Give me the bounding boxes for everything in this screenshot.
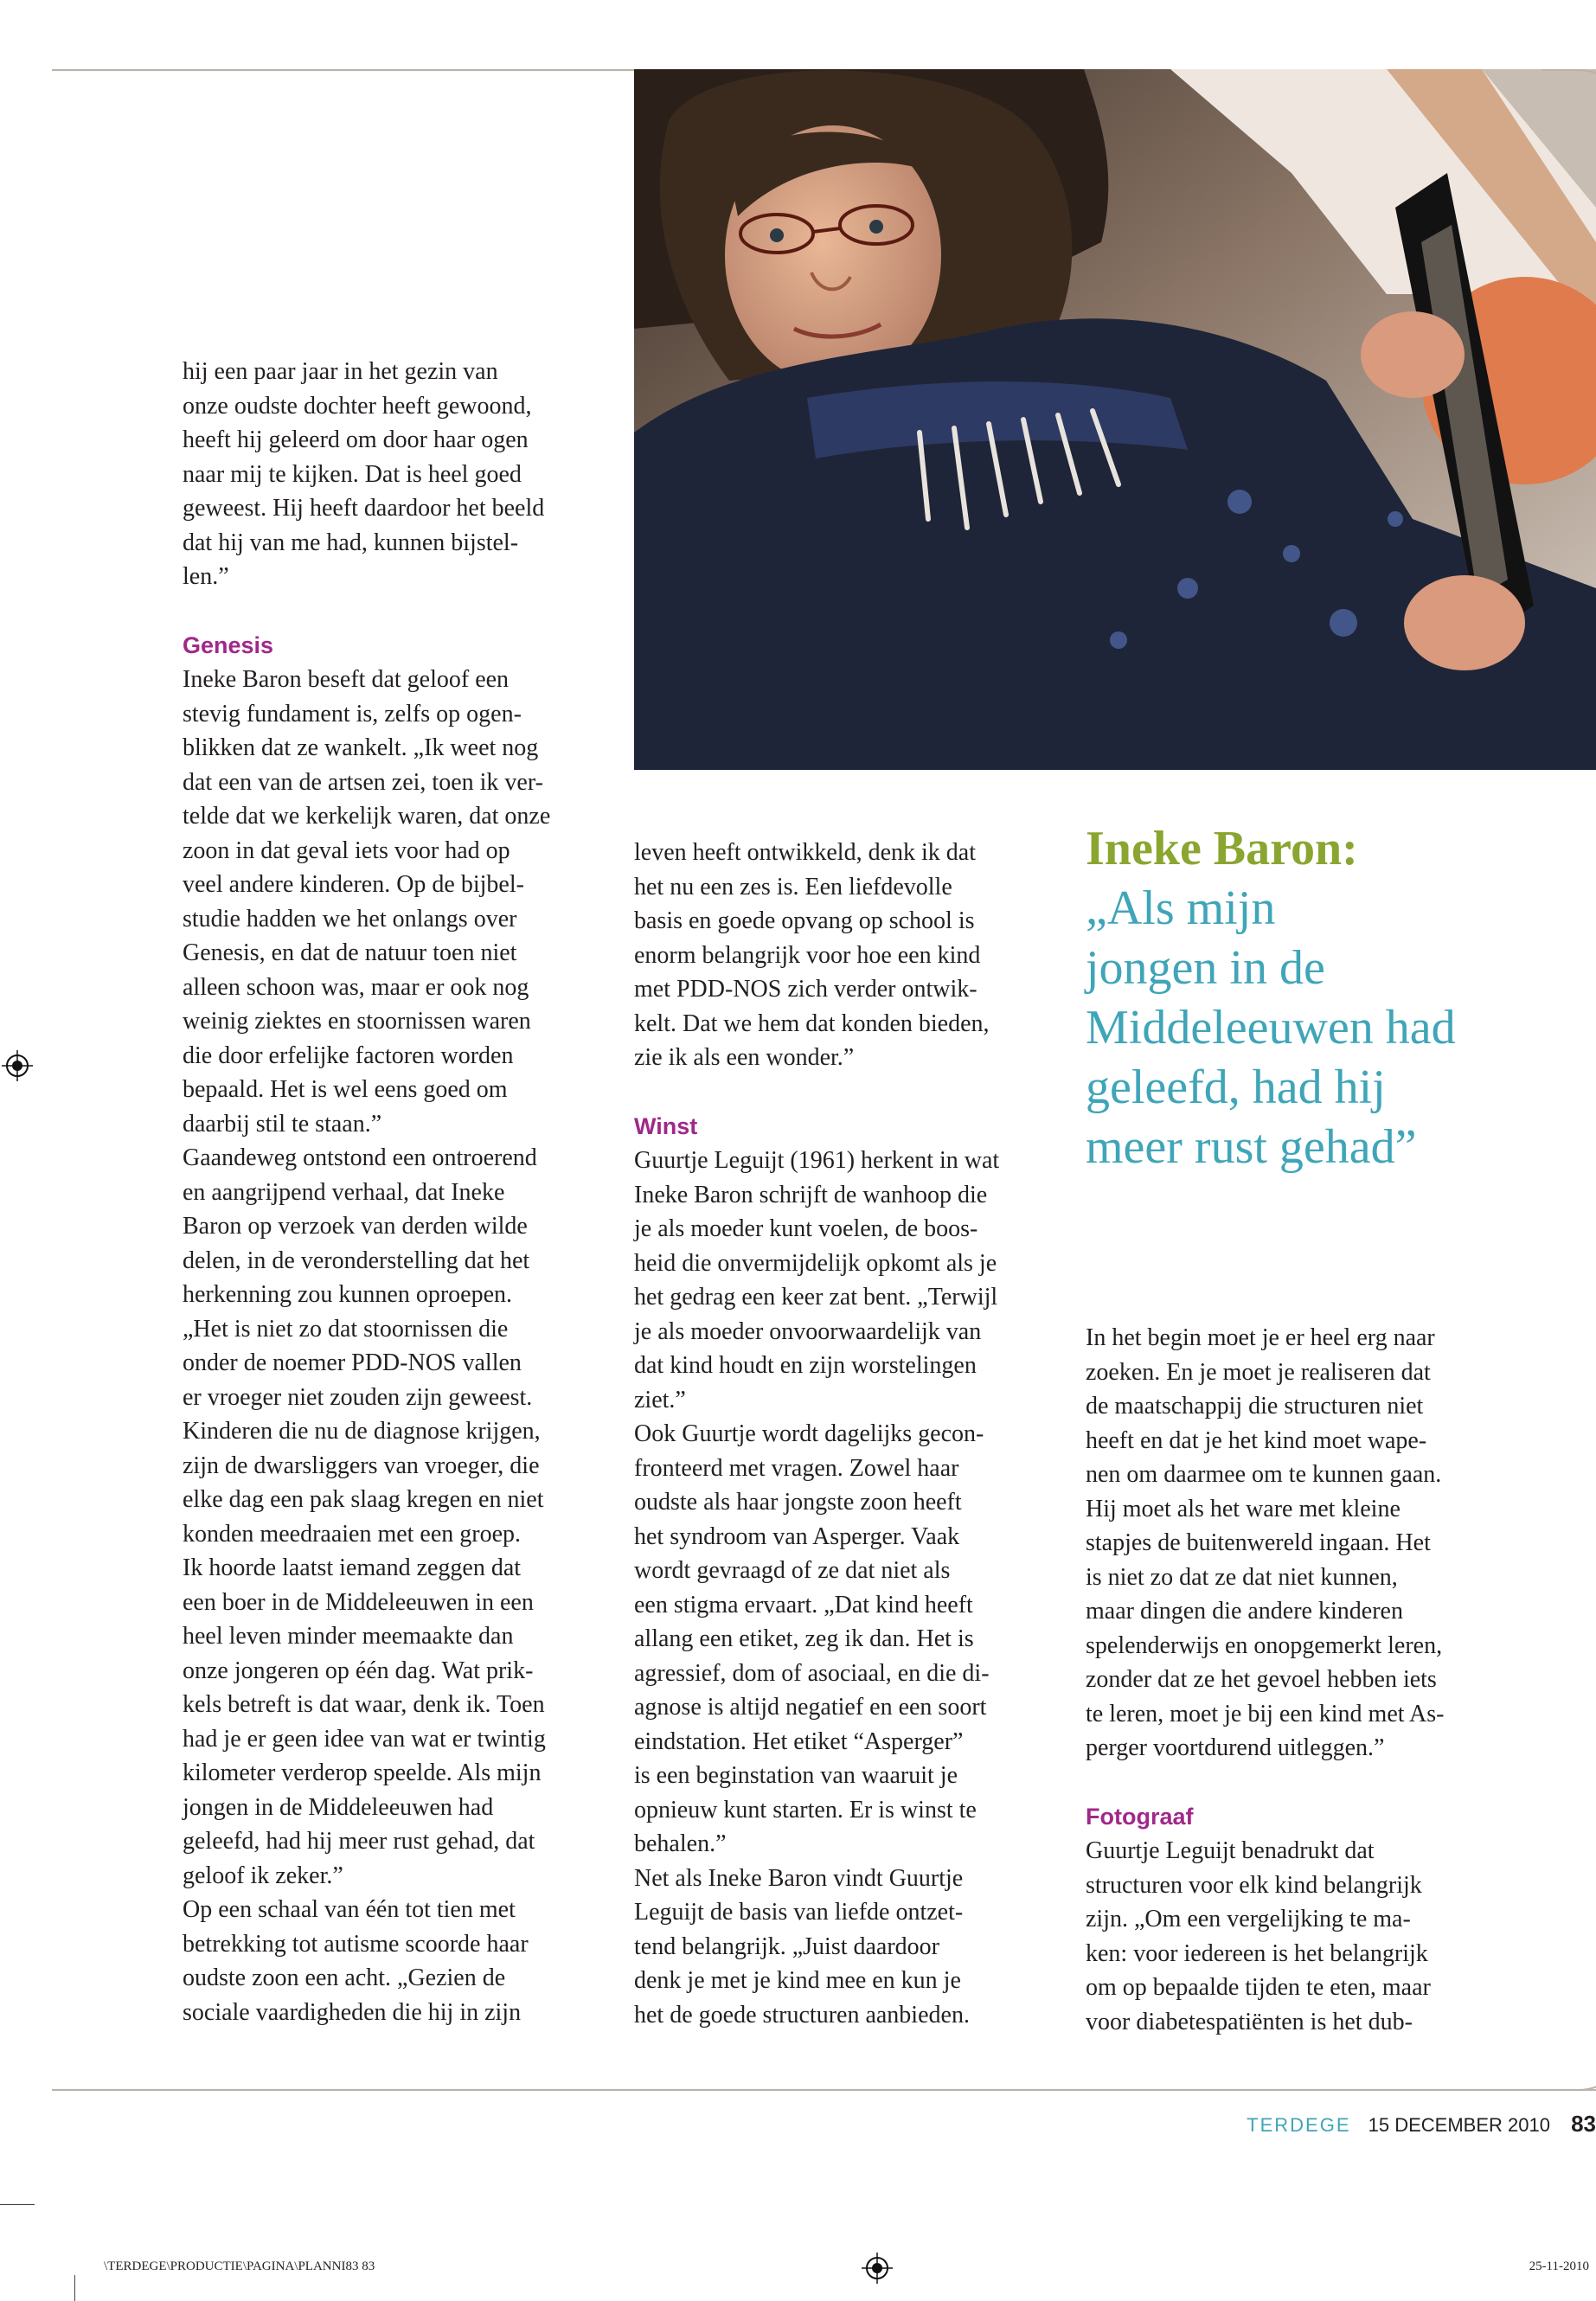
text-line: maar dingen die andere kinderen [1086,1598,1403,1625]
text-line: kilometer verderop speelde. Als mijn [183,1759,542,1786]
text-line: onder de noemer PDD-NOS vallen [183,1349,522,1376]
text-line: Ik hoorde laatst iemand zeggen dat [183,1554,522,1581]
col2-intro [634,836,1067,1075]
text-line: In het begin moet je er heel erg naar [1086,1324,1435,1351]
text-line: zijn. „Om een vergelijking te ma- [1086,1906,1411,1932]
print-slug-path: \TERDEGE\PRODUCTIE\PAGINA\PLANNI83 83 [104,2259,375,2273]
text-line: om op bepaalde tijden te eten, maar [1086,1974,1431,2001]
text-line: enorm belangrijk voor hoe een kind [634,941,981,969]
text-line: Hij moet als het ware met kleine [1086,1495,1401,1522]
text-line: zoeken. En je moet je realiseren dat [1086,1358,1431,1386]
text-line: structuren voor elk kind belangrijk [1086,1871,1422,1899]
text-line: onze jongeren op één dag. Wat prik- [183,1657,534,1684]
text-line: heeft en dat je het kind moet wape- [1086,1426,1427,1454]
text-line: Guurtje Leguijt benadrukt dat [1086,1837,1375,1864]
text-line: een boer in de Middeleeuwen in een [183,1588,534,1616]
text-line: het syndroom van Asperger. Vaak [634,1522,960,1550]
text-line: leven heeft ontwikkeld, denk ik dat [634,839,976,866]
pull-quote-name: Ineke Baron: [1086,822,1358,875]
text-line: ziet.” [634,1386,686,1413]
text-line: Gaandeweg ontstond een ontroerend [183,1144,537,1171]
text-line: perger voortdurend uitleggen.” [1086,1734,1385,1761]
text-line: spelenderwijs en onopgemerkt leren, [1086,1631,1443,1659]
text-line: studie hadden we het onlangs over [183,905,517,933]
text-line: telde dat we kerkelijk waren, dat onze [183,803,551,830]
text-line: denk je met je kind mee en kun je [634,1967,961,1994]
text-line: Guurtje Leguijt (1961) herkent in wat [634,1147,1000,1174]
text-line: Genesis, en dat de natuur toen niet [183,939,517,966]
text-line: een stigma ervaart. „Dat kind heeft [634,1591,973,1618]
text-line: agressief, dom of asociaal, en die di- [634,1659,990,1687]
text-line: allang een etiket, zeg ik dan. Het is [634,1625,974,1652]
col1-body [183,663,615,2029]
top-rule-corner [1542,69,1596,157]
pull-quote [1086,819,1570,1177]
text-line: je als moeder kunt voelen, de boos- [634,1215,978,1242]
magazine-name: TERDEGE [1247,2114,1351,2136]
text-line: zijn de dwarsliggers van vroeger, die [183,1452,540,1479]
text-line: die door erfelijke factoren worden [183,1042,514,1069]
crop-mark [0,2204,35,2205]
registration-mark-icon [862,2253,893,2284]
print-slug-date: 25-11-2010 [1529,2259,1589,2273]
text-line: blikken dat ze wankelt. „Ik weet nog [183,734,539,761]
text-line: wordt gevraagd of ze dat niet als [634,1557,951,1584]
text-line: stevig fundament is, zelfs op ogen- [183,700,522,727]
portrait-illustration [634,69,1596,770]
page-number: 83 [1571,2111,1596,2137]
text-line: met PDD-NOS zich verder ontwik- [634,976,977,1003]
portrait-photo [634,69,1596,770]
text-line: Leguijt de basis van liefde ontzet- [634,1899,964,1926]
section-heading-fotograaf: Fotograaf [1086,1803,1194,1830]
text-line: jongen in de Middeleeuwen had [183,1793,494,1821]
text-line: heeft hij geleerd om door haar ogen [183,426,529,453]
text-line: dat kind houdt en zijn worstelingen [634,1352,977,1379]
text-line: opnieuw kunt starten. Er is winst te [634,1796,977,1823]
text-line: oudste als haar jongste zoon heeft [634,1489,962,1516]
pull-quote-line: „Als mijn [1086,881,1276,935]
text-line: tend belangrijk. „Juist daardoor [634,1932,940,1960]
text-line: voor diabetespatiënten is het dub- [1086,2008,1413,2035]
registration-mark-icon [2,1050,33,1081]
bottom-rule [52,2089,1596,2091]
text-line: hij een paar jaar in het gezin van [183,358,498,385]
text-line: dat hij van me had, kunnen bijstel- [183,529,519,556]
text-line: het gedrag een keer zat bent. „Terwijl [634,1284,998,1311]
text-line: daarbij stil te staan.” [183,1110,382,1138]
text-line: zoon in dat geval iets voor had op [183,836,510,864]
text-line: kels betreft is dat waar, denk ik. Toen [183,1691,545,1718]
pull-quote-line: Middeleeuwen had [1086,1001,1456,1054]
text-line: nen om daarmee om te kunnen gaan. [1086,1461,1442,1488]
text-line: had je er geen idee van wat er twintig [183,1725,546,1753]
text-line: „Het is niet zo dat stoornissen die [183,1315,509,1343]
text-line: eindstation. Het etiket “Asperger” [634,1727,964,1755]
bottom-rule-corner [1542,2020,1596,2091]
article-column-2 [634,836,1067,2032]
pull-quote-line: meer rust gehad” [1086,1120,1417,1174]
text-line: herkenning zou kunnen oproepen. [183,1281,512,1308]
text-line: geweest. Hij heeft daardoor het beeld [183,495,545,522]
text-line: het nu een zes is. Een liefdevolle [634,873,952,901]
page-footer [1247,2111,1596,2145]
text-line: dat een van de artsen zei, toen ik ver- [183,768,543,796]
text-line: de maatschappij die structuren niet [1086,1393,1424,1420]
col3-intro [1086,1321,1570,1766]
issue-date: 15 DECEMBER 2010 [1368,2114,1550,2136]
text-line: naar mij te kijken. Dat is heel goed [183,460,522,488]
text-line: Baron op verzoek van derden wilde [183,1213,528,1240]
text-line: weinig ziektes en stoornissen waren [183,1008,531,1035]
text-line: kelt. Dat we hem dat konden bieden, [634,1009,990,1037]
text-line: heid die onvermijdelijk opkomt als je [634,1249,997,1277]
text-line: veel andere kinderen. Op de bijbel- [183,871,524,898]
text-line: alleen schoon was, maar er ook nog [183,973,529,1001]
text-line: Ook Guurtje wordt dagelijks gecon- [634,1420,984,1447]
text-line: en aangrijpend verhaal, dat Ineke [183,1178,505,1206]
text-line: behalen.” [634,1830,727,1857]
pull-quote-line: geleefd, had hij [1086,1061,1386,1114]
text-line: zie ik als een wonder.” [634,1044,855,1071]
section-heading-winst: Winst [634,1112,698,1139]
text-line: basis en goede opvang op school is [634,907,975,934]
text-line: het de goede structuren aanbieden. [634,2001,970,2029]
text-line: bepaald. Het is wel eens goed om [183,1076,508,1103]
text-line: elke dag een pak slaag kregen en niet [183,1486,544,1513]
text-line: betrekking tot autisme scoorde haar [183,1930,529,1958]
text-line: je als moeder onvoorwaardelijk van [634,1317,982,1345]
col1-intro [183,355,615,594]
text-line: Op een schaal van één tot tien met [183,1896,516,1923]
text-line: konden meedraaien met een groep. [183,1520,522,1548]
text-line: stapjes de buitenwereld ingaan. Het [1086,1529,1431,1556]
text-line: te leren, moet je bij een kind met As- [1086,1700,1445,1727]
text-line: geloof ik zeker.” [183,1862,343,1889]
article-column-3 [1086,1321,1570,2039]
text-line: ken: voor iedereen is het belangrijk [1086,1939,1428,1967]
text-line: Net als Ineke Baron vindt Guurtje [634,1864,964,1892]
article-column-1 [183,355,615,2029]
text-line: heel leven minder meemaakte dan [183,1623,514,1650]
text-line: onze oudste dochter heeft gewoond, [183,392,532,420]
text-line: is een beginstation van waaruit je [634,1762,958,1789]
text-line: geleefd, had hij meer rust gehad, dat [183,1828,535,1855]
text-line: fronteerd met vragen. Zowel haar [634,1454,959,1482]
text-line: delen, in de veronderstelling dat het [183,1247,530,1274]
text-line: zonder dat ze het gevoel hebben iets [1086,1666,1437,1693]
col2-body [634,1144,1067,2032]
text-line: agnose is altijd negatief en een soort [634,1694,987,1721]
text-line: er vroeger niet zouden zijn geweest. [183,1383,533,1411]
col3-body [1086,1834,1570,2039]
text-line: len.” [183,563,229,590]
text-line: Ineke Baron schrijft de wanhoop die [634,1181,988,1208]
text-line: Ineke Baron beseft dat geloof een [183,666,510,693]
text-line: Kinderen die nu de diagnose krijgen, [183,1418,541,1445]
text-line: is niet zo dat ze dat niet kunnen, [1086,1563,1398,1591]
text-line: oudste zoon een acht. „Gezien de [183,1965,506,1991]
text-line: sociale vaardigheden die hij in zijn [183,1998,522,2026]
section-heading-genesis: Genesis [183,631,274,658]
crop-mark [74,2275,75,2301]
pull-quote-line: jongen in de [1086,941,1325,995]
